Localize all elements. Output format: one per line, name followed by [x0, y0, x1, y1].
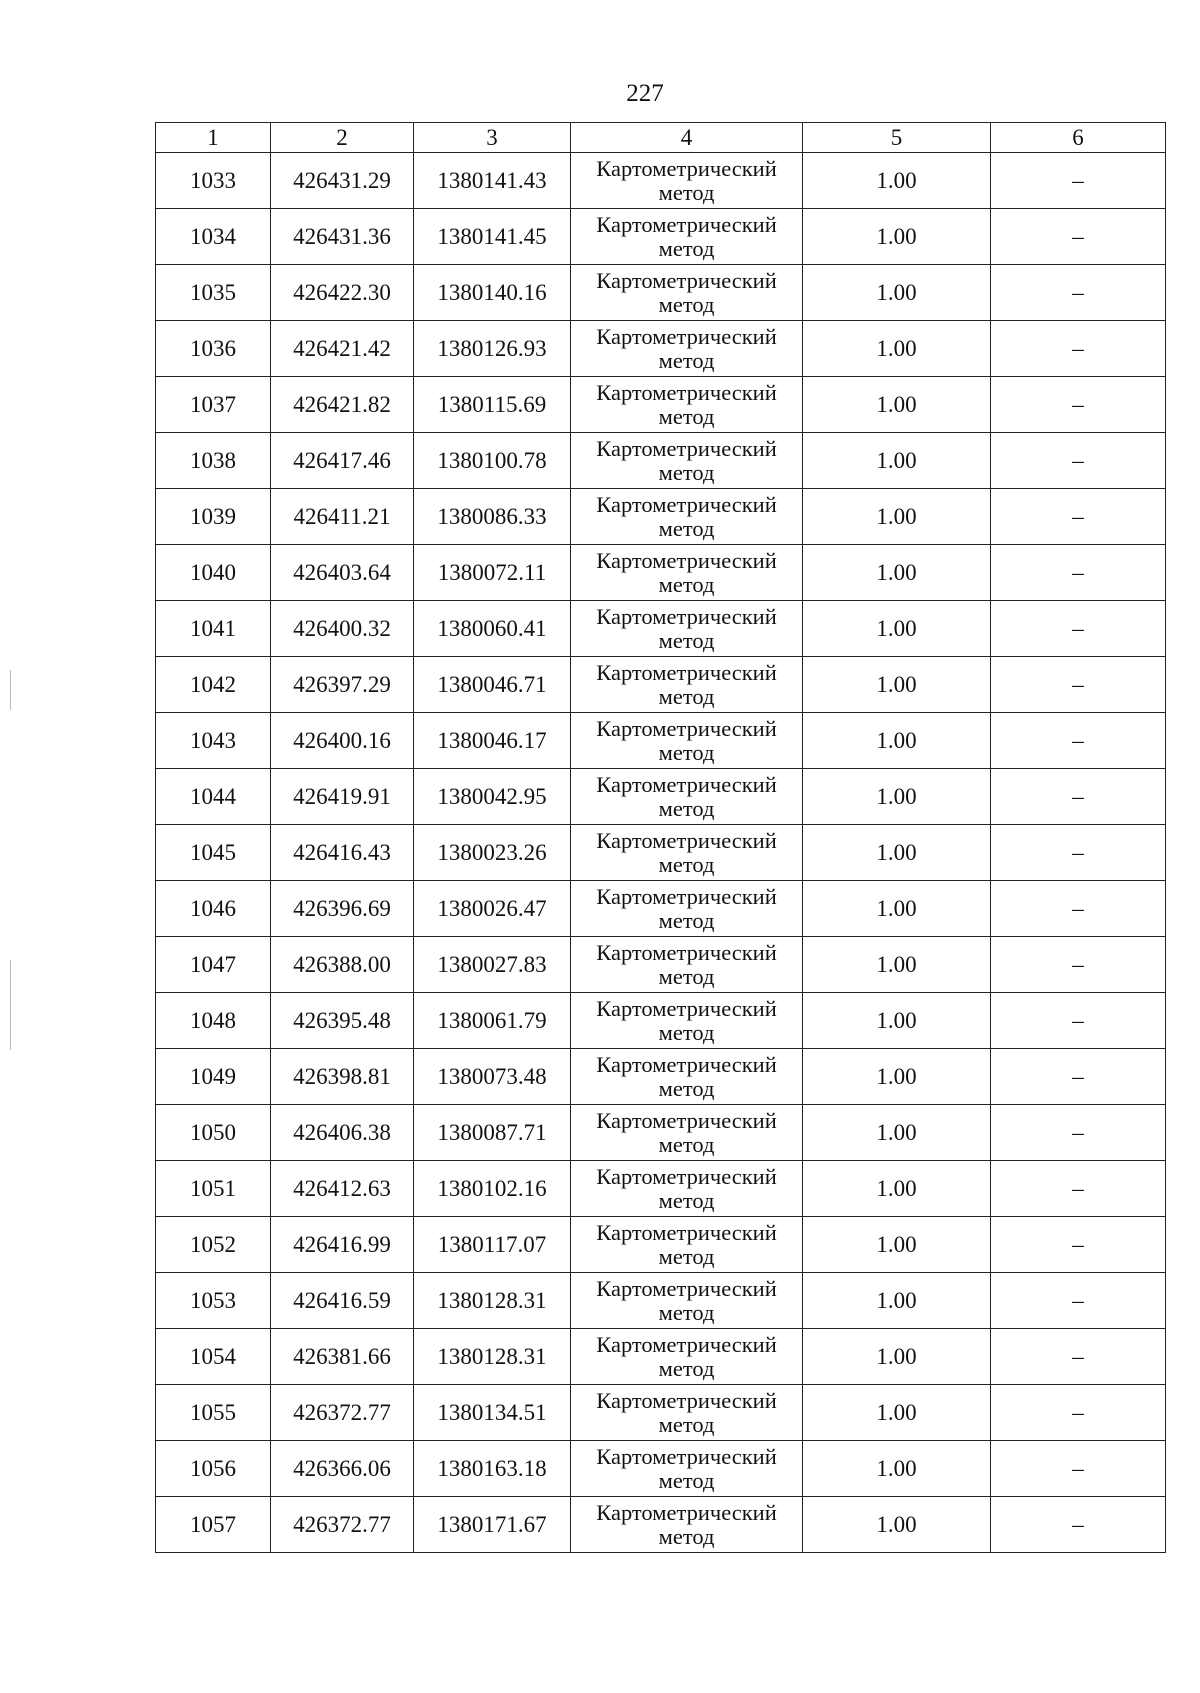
column-header: 3 — [414, 123, 571, 153]
table-row — [156, 937, 1166, 993]
accuracy-cell: 1.00 — [803, 601, 991, 657]
method-text: Картометрический — [596, 547, 777, 573]
table-row — [156, 153, 1166, 209]
accuracy-cell: 1.00 — [803, 713, 991, 769]
method-cell — [571, 1497, 803, 1553]
x-coordinate-cell: 426417.46 — [271, 433, 414, 489]
x-coordinate-cell: 426397.29 — [271, 657, 414, 713]
table-row — [156, 1497, 1166, 1553]
point-number-cell: 1039 — [156, 489, 271, 545]
note-cell: – — [991, 713, 1166, 769]
point-number-cell: 1051 — [156, 1161, 271, 1217]
method-text: Картометрический — [596, 1499, 777, 1525]
note-cell: – — [991, 1105, 1166, 1161]
y-coordinate-cell: 1380102.16 — [414, 1161, 571, 1217]
note-cell: – — [991, 321, 1166, 377]
column-header: 5 — [803, 123, 991, 153]
note-cell: – — [991, 1329, 1166, 1385]
accuracy-cell: 1.00 — [803, 153, 991, 209]
note-cell: – — [991, 769, 1166, 825]
method-text: метод — [658, 683, 715, 709]
note-cell: – — [991, 1441, 1166, 1497]
y-coordinate-cell: 1380087.71 — [414, 1105, 571, 1161]
method-text: метод — [658, 235, 715, 261]
method-text: метод — [658, 963, 715, 989]
method-text: Картометрический — [596, 995, 777, 1021]
method-text: метод — [658, 1411, 715, 1437]
note-cell: – — [991, 1049, 1166, 1105]
x-coordinate-cell: 426416.59 — [271, 1273, 414, 1329]
table-row — [156, 825, 1166, 881]
method-text: метод — [658, 515, 715, 541]
y-coordinate-cell: 1380100.78 — [414, 433, 571, 489]
point-number-cell: 1055 — [156, 1385, 271, 1441]
accuracy-cell: 1.00 — [803, 377, 991, 433]
note-cell: – — [991, 209, 1166, 265]
accuracy-cell: 1.00 — [803, 825, 991, 881]
x-coordinate-cell: 426419.91 — [271, 769, 414, 825]
table-row — [156, 713, 1166, 769]
y-coordinate-cell: 1380046.71 — [414, 657, 571, 713]
method-cell — [571, 769, 803, 825]
column-header: 1 — [156, 123, 271, 153]
accuracy-cell: 1.00 — [803, 937, 991, 993]
point-number-cell: 1049 — [156, 1049, 271, 1105]
method-text: Картометрический — [596, 267, 777, 293]
method-text: метод — [658, 571, 715, 597]
y-coordinate-cell: 1380061.79 — [414, 993, 571, 1049]
y-coordinate-cell: 1380073.48 — [414, 1049, 571, 1105]
method-text: Картометрический — [596, 155, 777, 181]
method-text: метод — [658, 795, 715, 821]
method-text: метод — [658, 347, 715, 373]
method-text: Картометрический — [596, 771, 777, 797]
table-row — [156, 209, 1166, 265]
accuracy-cell: 1.00 — [803, 433, 991, 489]
method-cell — [571, 1049, 803, 1105]
table-row — [156, 657, 1166, 713]
scan-margin-mark — [10, 670, 11, 710]
note-cell: – — [991, 1273, 1166, 1329]
method-text: Картометрический — [596, 603, 777, 629]
point-number-cell: 1046 — [156, 881, 271, 937]
note-cell: – — [991, 601, 1166, 657]
column-header: 2 — [271, 123, 414, 153]
note-cell: – — [991, 657, 1166, 713]
x-coordinate-cell: 426421.42 — [271, 321, 414, 377]
accuracy-cell: 1.00 — [803, 1105, 991, 1161]
accuracy-cell: 1.00 — [803, 1497, 991, 1553]
method-cell — [571, 713, 803, 769]
method-text: Картометрический — [596, 1443, 777, 1469]
x-coordinate-cell: 426406.38 — [271, 1105, 414, 1161]
y-coordinate-cell: 1380072.11 — [414, 545, 571, 601]
method-text: Картометрический — [596, 1331, 777, 1357]
x-coordinate-cell: 426400.32 — [271, 601, 414, 657]
point-number-cell: 1044 — [156, 769, 271, 825]
accuracy-cell: 1.00 — [803, 321, 991, 377]
y-coordinate-cell: 1380086.33 — [414, 489, 571, 545]
y-coordinate-cell: 1380060.41 — [414, 601, 571, 657]
scan-margin-mark — [10, 960, 11, 1050]
method-text: Картометрический — [596, 435, 777, 461]
method-cell — [571, 489, 803, 545]
point-number-cell: 1054 — [156, 1329, 271, 1385]
x-coordinate-cell: 426431.36 — [271, 209, 414, 265]
note-cell: – — [991, 937, 1166, 993]
point-number-cell: 1053 — [156, 1273, 271, 1329]
note-cell: – — [991, 1385, 1166, 1441]
table-row — [156, 881, 1166, 937]
method-cell — [571, 377, 803, 433]
x-coordinate-cell: 426396.69 — [271, 881, 414, 937]
note-cell: – — [991, 489, 1166, 545]
method-text: метод — [658, 1131, 715, 1157]
method-cell — [571, 1441, 803, 1497]
table-row — [156, 1049, 1166, 1105]
table-row — [156, 1385, 1166, 1441]
method-text: Картометрический — [596, 1107, 777, 1133]
table-body — [156, 153, 1166, 1553]
y-coordinate-cell: 1380141.45 — [414, 209, 571, 265]
method-text: метод — [658, 291, 715, 317]
point-number-cell: 1041 — [156, 601, 271, 657]
method-cell — [571, 545, 803, 601]
table-row — [156, 769, 1166, 825]
accuracy-cell: 1.00 — [803, 1161, 991, 1217]
method-text: метод — [658, 1299, 715, 1325]
point-number-cell: 1048 — [156, 993, 271, 1049]
y-coordinate-cell: 1380163.18 — [414, 1441, 571, 1497]
column-header: 6 — [991, 123, 1166, 153]
note-cell: – — [991, 265, 1166, 321]
method-text: метод — [658, 1523, 715, 1549]
point-number-cell: 1034 — [156, 209, 271, 265]
accuracy-cell: 1.00 — [803, 489, 991, 545]
point-number-cell: 1033 — [156, 153, 271, 209]
point-number-cell: 1050 — [156, 1105, 271, 1161]
y-coordinate-cell: 1380115.69 — [414, 377, 571, 433]
method-text: Картометрический — [596, 1387, 777, 1413]
y-coordinate-cell: 1380117.07 — [414, 1217, 571, 1273]
y-coordinate-cell: 1380126.93 — [414, 321, 571, 377]
method-text: метод — [658, 1019, 715, 1045]
method-cell — [571, 265, 803, 321]
point-number-cell: 1057 — [156, 1497, 271, 1553]
note-cell: – — [991, 825, 1166, 881]
table-row — [156, 1441, 1166, 1497]
method-text: метод — [658, 739, 715, 765]
method-cell — [571, 1105, 803, 1161]
x-coordinate-cell: 426416.43 — [271, 825, 414, 881]
method-cell — [571, 321, 803, 377]
x-coordinate-cell: 426416.99 — [271, 1217, 414, 1273]
table-row — [156, 601, 1166, 657]
method-cell — [571, 825, 803, 881]
table-row — [156, 1105, 1166, 1161]
coordinates-table — [155, 122, 1166, 1553]
accuracy-cell: 1.00 — [803, 769, 991, 825]
point-number-cell: 1052 — [156, 1217, 271, 1273]
accuracy-cell: 1.00 — [803, 1217, 991, 1273]
method-cell — [571, 1385, 803, 1441]
x-coordinate-cell: 426395.48 — [271, 993, 414, 1049]
method-text: Картометрический — [596, 379, 777, 405]
method-text: метод — [658, 851, 715, 877]
method-text: Картометрический — [596, 1219, 777, 1245]
method-text: метод — [658, 907, 715, 933]
method-cell — [571, 1273, 803, 1329]
method-text: Картометрический — [596, 491, 777, 517]
x-coordinate-cell: 426411.21 — [271, 489, 414, 545]
y-coordinate-cell: 1380134.51 — [414, 1385, 571, 1441]
point-number-cell: 1037 — [156, 377, 271, 433]
method-cell — [571, 657, 803, 713]
method-text: метод — [658, 1243, 715, 1269]
x-coordinate-cell: 426403.64 — [271, 545, 414, 601]
method-text: Картометрический — [596, 211, 777, 237]
method-text: Картометрический — [596, 1051, 777, 1077]
x-coordinate-cell: 426388.00 — [271, 937, 414, 993]
header-row — [156, 123, 1166, 153]
method-cell — [571, 881, 803, 937]
y-coordinate-cell: 1380141.43 — [414, 153, 571, 209]
x-coordinate-cell: 426431.29 — [271, 153, 414, 209]
method-cell — [571, 993, 803, 1049]
table-row — [156, 1273, 1166, 1329]
note-cell: – — [991, 881, 1166, 937]
accuracy-cell: 1.00 — [803, 1049, 991, 1105]
point-number-cell: 1042 — [156, 657, 271, 713]
x-coordinate-cell: 426400.16 — [271, 713, 414, 769]
x-coordinate-cell: 426381.66 — [271, 1329, 414, 1385]
table-row — [156, 377, 1166, 433]
method-text: Картометрический — [596, 323, 777, 349]
method-text: Картометрический — [596, 939, 777, 965]
method-text: Картометрический — [596, 1275, 777, 1301]
accuracy-cell: 1.00 — [803, 1385, 991, 1441]
y-coordinate-cell: 1380128.31 — [414, 1273, 571, 1329]
page-number: 227 — [626, 80, 664, 107]
table-row — [156, 265, 1166, 321]
y-coordinate-cell: 1380042.95 — [414, 769, 571, 825]
method-cell — [571, 1161, 803, 1217]
table-row — [156, 545, 1166, 601]
accuracy-cell: 1.00 — [803, 993, 991, 1049]
point-number-cell: 1036 — [156, 321, 271, 377]
x-coordinate-cell: 426372.77 — [271, 1497, 414, 1553]
y-coordinate-cell: 1380026.47 — [414, 881, 571, 937]
method-text: Картометрический — [596, 1163, 777, 1189]
note-cell: – — [991, 1497, 1166, 1553]
method-text: метод — [658, 1075, 715, 1101]
y-coordinate-cell: 1380171.67 — [414, 1497, 571, 1553]
note-cell: – — [991, 1217, 1166, 1273]
method-cell — [571, 1329, 803, 1385]
y-coordinate-cell: 1380140.16 — [414, 265, 571, 321]
y-coordinate-cell: 1380128.31 — [414, 1329, 571, 1385]
table-row — [156, 433, 1166, 489]
x-coordinate-cell: 426398.81 — [271, 1049, 414, 1105]
accuracy-cell: 1.00 — [803, 209, 991, 265]
method-text: метод — [658, 1467, 715, 1493]
method-text: метод — [658, 459, 715, 485]
note-cell: – — [991, 1161, 1166, 1217]
method-cell — [571, 601, 803, 657]
table-row — [156, 1217, 1166, 1273]
method-cell — [571, 209, 803, 265]
point-number-cell: 1045 — [156, 825, 271, 881]
point-number-cell: 1038 — [156, 433, 271, 489]
x-coordinate-cell: 426412.63 — [271, 1161, 414, 1217]
table-row — [156, 993, 1166, 1049]
x-coordinate-cell: 426421.82 — [271, 377, 414, 433]
method-text: Картометрический — [596, 883, 777, 909]
accuracy-cell: 1.00 — [803, 881, 991, 937]
point-number-cell: 1040 — [156, 545, 271, 601]
note-cell: – — [991, 377, 1166, 433]
accuracy-cell: 1.00 — [803, 657, 991, 713]
column-header: 4 — [571, 123, 803, 153]
accuracy-cell: 1.00 — [803, 1441, 991, 1497]
y-coordinate-cell: 1380027.83 — [414, 937, 571, 993]
method-text: метод — [658, 179, 715, 205]
x-coordinate-cell: 426366.06 — [271, 1441, 414, 1497]
note-cell: – — [991, 153, 1166, 209]
method-text: метод — [658, 1187, 715, 1213]
method-text: метод — [658, 627, 715, 653]
point-number-cell: 1047 — [156, 937, 271, 993]
point-number-cell: 1056 — [156, 1441, 271, 1497]
method-text: Картометрический — [596, 659, 777, 685]
note-cell: – — [991, 433, 1166, 489]
method-cell — [571, 1217, 803, 1273]
y-coordinate-cell: 1380046.17 — [414, 713, 571, 769]
note-cell: – — [991, 545, 1166, 601]
table-row — [156, 321, 1166, 377]
method-cell — [571, 153, 803, 209]
table-row — [156, 1161, 1166, 1217]
point-number-cell: 1035 — [156, 265, 271, 321]
accuracy-cell: 1.00 — [803, 1329, 991, 1385]
table-row — [156, 489, 1166, 545]
accuracy-cell: 1.00 — [803, 545, 991, 601]
y-coordinate-cell: 1380023.26 — [414, 825, 571, 881]
x-coordinate-cell: 426422.30 — [271, 265, 414, 321]
x-coordinate-cell: 426372.77 — [271, 1385, 414, 1441]
accuracy-cell: 1.00 — [803, 265, 991, 321]
method-text: Картометрический — [596, 715, 777, 741]
method-cell — [571, 937, 803, 993]
note-cell: – — [991, 993, 1166, 1049]
method-text: метод — [658, 403, 715, 429]
point-number-cell: 1043 — [156, 713, 271, 769]
accuracy-cell: 1.00 — [803, 1273, 991, 1329]
method-cell — [571, 433, 803, 489]
method-text: Картометрический — [596, 827, 777, 853]
method-text: метод — [658, 1355, 715, 1381]
table-row — [156, 1329, 1166, 1385]
